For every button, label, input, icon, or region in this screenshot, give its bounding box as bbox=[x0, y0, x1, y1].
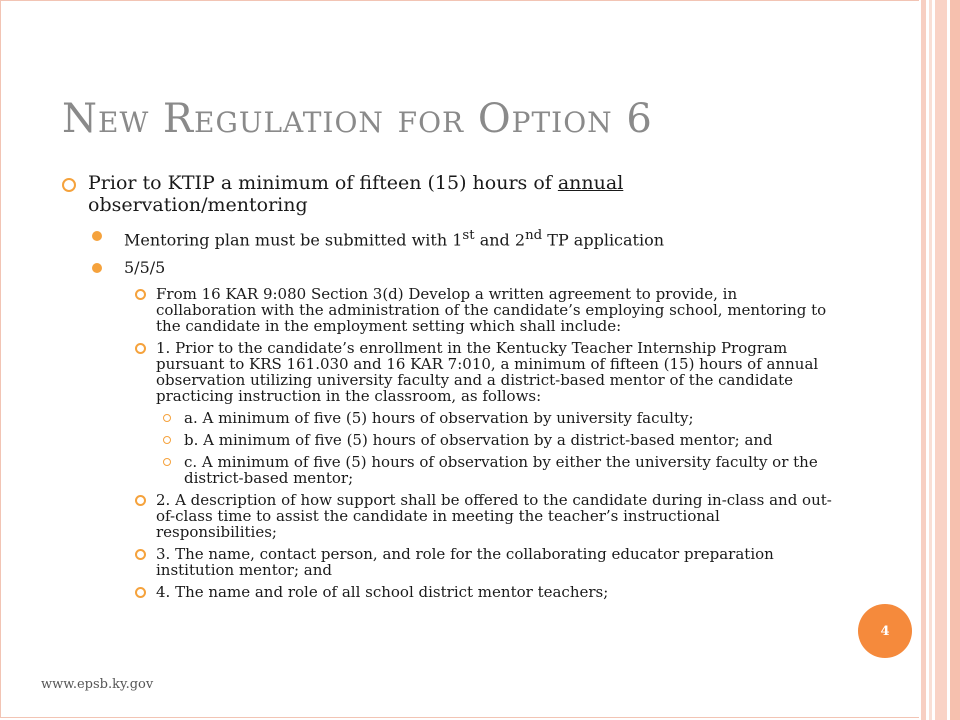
sub-bullet-mentoring-plan bbox=[62, 226, 832, 249]
small-ring-bullet-icon bbox=[163, 436, 171, 444]
decorative-stripes bbox=[919, 0, 960, 720]
level3-item bbox=[62, 492, 832, 540]
sub-bullet-text: and 2 bbox=[474, 230, 526, 250]
ring-bullet-icon bbox=[135, 587, 146, 598]
filled-circle-bullet-icon bbox=[92, 263, 102, 273]
small-ring-bullet-icon bbox=[163, 414, 171, 422]
hollow-circle-bullet-icon bbox=[62, 178, 76, 192]
level3-text: 2. A description of how support shall be offered to the candidate during in-class and out-of-class time to assist the candidate in meeting the teacher’s instructional responsibilities; bbox=[156, 491, 832, 542]
sub-bullet-text: 5/5/5 bbox=[124, 258, 166, 278]
slide-title: New Regulation for Option 6 bbox=[62, 96, 653, 142]
ring-bullet-icon bbox=[135, 495, 146, 506]
ring-bullet-icon bbox=[135, 549, 146, 560]
level4-text: c. A minimum of five (5) hours of observation by either the university faculty or the district-based mentor; bbox=[184, 453, 818, 488]
level3-text: From 16 KAR 9:080 Section 3(d) Develop a written agreement to provide, in collaboration with the administration of the candidate’s employing school, mentoring to the candidate in the employment setting which shall include: bbox=[156, 285, 827, 336]
ring-bullet-icon bbox=[135, 343, 146, 354]
slide-content bbox=[62, 172, 832, 606]
footer-url: www.epsb.ky.gov bbox=[41, 677, 154, 692]
stripe bbox=[929, 0, 932, 720]
sub-bullet-text: Mentoring plan must be submitted with 1 bbox=[124, 230, 463, 250]
level3-item bbox=[62, 286, 832, 334]
level3-item bbox=[62, 584, 832, 600]
level4-item bbox=[62, 454, 832, 486]
page-number-badge: 4 bbox=[858, 604, 912, 658]
bullet-main bbox=[62, 172, 832, 216]
filled-circle-bullet-icon bbox=[92, 231, 102, 241]
level4-item bbox=[62, 410, 832, 426]
level4-text: a. A minimum of five (5) hours of observation by university faculty; bbox=[184, 409, 694, 428]
sub-bullet-555 bbox=[62, 258, 832, 277]
small-ring-bullet-icon bbox=[163, 458, 171, 466]
sub-bullet-text: TP application bbox=[542, 230, 665, 250]
bullet-main-underlined: annual bbox=[557, 172, 624, 194]
level3-text: 1. Prior to the candidate’s enrollment in the Kentucky Teacher Internship Program pursuant to KRS 161.030 and 16 KAR 7:010, a minimum of fifteen (15) hours of annual observation utilizing university faculty and a district-based mentor of the candidate practicing instruction in the classroom, as follows: bbox=[156, 339, 819, 406]
level4-text: b. A minimum of five (5) hours of observation by a district-based mentor; and bbox=[184, 431, 773, 450]
level3-item bbox=[62, 340, 832, 404]
level3-text: 4. The name and role of all school district mentor teachers; bbox=[156, 583, 609, 602]
ring-bullet-icon bbox=[135, 289, 146, 300]
level4-item bbox=[62, 432, 832, 448]
bullet-main-suffix: observation/mentoring bbox=[88, 194, 308, 216]
bullet-main-prefix: Prior to KTIP a minimum of fifteen (15) hours of bbox=[88, 172, 558, 194]
stripe bbox=[935, 0, 947, 720]
level3-text: 3. The name, contact person, and role for the collaborating educator preparation institution mentor; and bbox=[156, 545, 774, 580]
stripe bbox=[921, 0, 926, 720]
stripe bbox=[950, 0, 960, 720]
superscript: st bbox=[462, 228, 475, 243]
level3-item bbox=[62, 546, 832, 578]
superscript: nd bbox=[525, 228, 543, 243]
